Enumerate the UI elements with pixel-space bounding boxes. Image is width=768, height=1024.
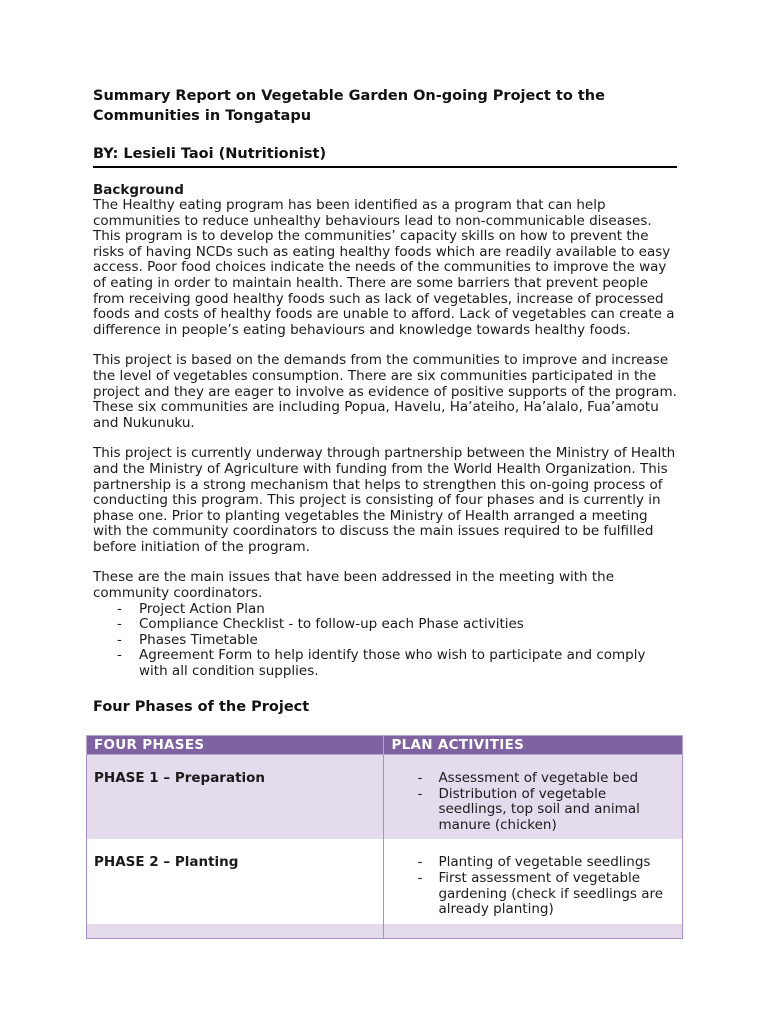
phase-1-activities xyxy=(384,755,683,840)
list-item: - Assessment of vegetable bed xyxy=(391,771,675,787)
partnership-paragraph: This project is currently underway through partnership between the Ministry of Health and the Ministry of Agriculture with funding from the World Health Organization. This partnership is a strong mechanism that helps to strengthen this on-going process of conducting this program. This project is consisting of four phases and is currently in phase one. Prior to planting vegetables the Ministry of Health arranged a meeting with the community coordinators to discuss the main issues required to be fulfilled before initiation of the program. xyxy=(93,445,676,555)
document-page xyxy=(93,86,677,717)
phases-table xyxy=(86,735,683,939)
phase-2-activities xyxy=(384,839,683,923)
list-item: - Project Action Plan xyxy=(93,602,677,618)
table-row xyxy=(87,755,683,840)
author-byline: BY: Lesieli Taoi (Nutritionist) xyxy=(93,144,677,168)
list-item: - Compliance Checklist - to follow-up each Phase activities xyxy=(93,617,677,633)
report-title: Summary Report on Vegetable Garden On-going Project to the Communities in Tongatapu xyxy=(93,88,605,124)
table-row xyxy=(87,839,683,923)
list-item: - Planting of vegetable seedlings xyxy=(391,855,675,871)
issues-intro-paragraph: These are the main issues that have been addressed in the meeting with the community coordinators. xyxy=(93,569,615,602)
list-item: - Distribution of vegetable seedlings, top soil and animal manure (chicken) xyxy=(391,787,675,834)
list-item: - First assessment of vegetable gardening (check if seedlings are already planting) xyxy=(391,871,675,918)
table-header-row xyxy=(87,736,683,755)
list-item: - Phases Timetable xyxy=(93,633,677,649)
header-four-phases: FOUR PHASES xyxy=(87,736,384,755)
phases-heading: Four Phases of the Project xyxy=(93,698,310,715)
background-heading: Background xyxy=(93,182,184,198)
header-plan-activities: PLAN ACTIVITIES xyxy=(384,736,683,755)
table-row-partial xyxy=(87,924,683,939)
phase-2-name: PHASE 2 – Planting xyxy=(87,839,384,923)
list-item: - Agreement Form to help identify those who wish to participate and comply with all condition supplies. xyxy=(93,648,677,679)
phase-1-name: PHASE 1 – Preparation xyxy=(87,755,384,840)
project-demand-paragraph: This project is based on the demands from the communities to improve and increase the level of vegetables consumption. There are six communities participated in the project and they are eager to involve as evidence of positive supports of the program. These six communities are including Popua, Havelu, Ha’ateiho, Ha’alalo, Fua’amotu and Nukunuku. xyxy=(93,352,677,431)
background-paragraph: The Healthy eating program has been identified as a program that can help communities to reduce unhealthy behaviours lead to non-communicable diseases. This program is to develop the communities’ capacity skills on how to prevent the risks of having NCDs such as eating healthy foods which are readily available to easy access. Poor food choices indicate the needs of the communities to improve the way of eating in order to maintain health. There are some barriers that prevent people from receiving good healthy foods such as lack of vegetables, increase of processed foods and costs of healthy foods are unable to afford. Lack of vegetables can create a difference in people’s eating behaviours and knowledge towards healthy foods. xyxy=(93,197,675,338)
issues-list xyxy=(93,602,677,680)
